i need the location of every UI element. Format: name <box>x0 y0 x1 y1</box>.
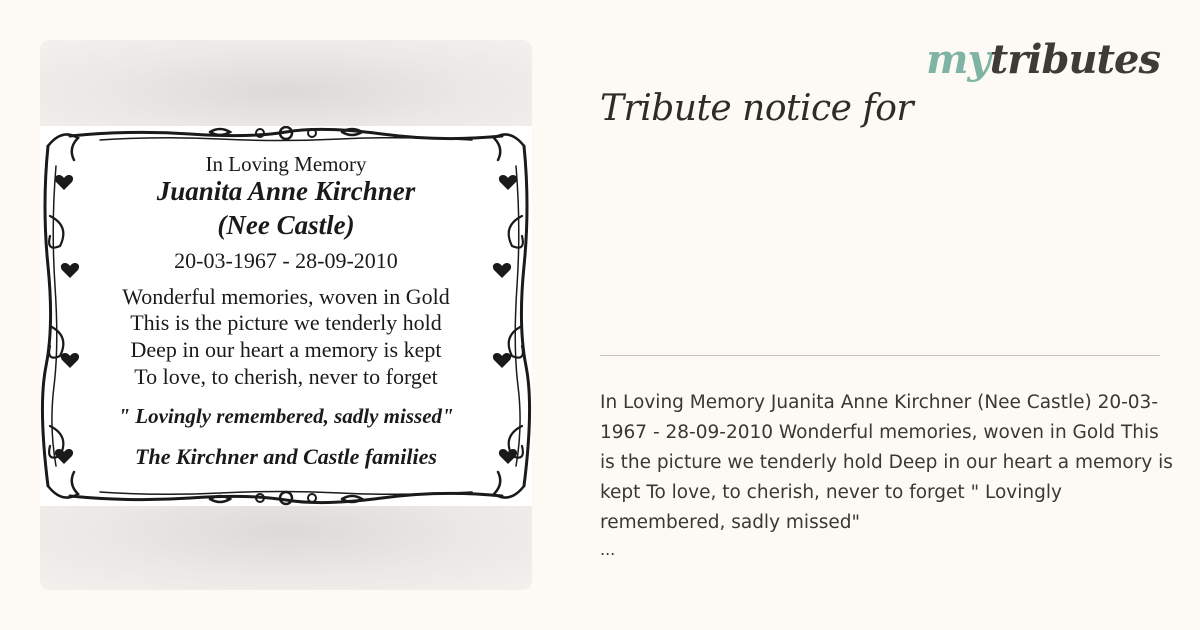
notice-maiden-name: (Nee Castle) <box>217 210 355 240</box>
notice-card <box>40 126 532 506</box>
page-title: Tribute notice for <box>600 88 914 129</box>
notice-image[interactable] <box>40 40 532 590</box>
notice-verse-line: To love, to cherish, never to forget <box>134 364 438 389</box>
notice-verse-line: Wonderful memories, woven in Gold <box>122 284 450 309</box>
brand-logo-part-tributes: tributes <box>989 36 1160 83</box>
notice-heading: In Loving Memory <box>205 152 367 176</box>
brand-logo[interactable] <box>926 36 1160 83</box>
notice-excerpt: In Loving Memory Juanita Anne Kirchner (Nee Castle) 20-03-1967 - 28-09-2010 Wonderful memories, woven in Gold This is the picture we tenderly hold Deep in our heart a memory is kept To love, to cherish, never to forget " Lovingly remembered, sadly missed" <box>600 392 1173 533</box>
image-blur-bottom <box>40 506 532 590</box>
notice-quote: " Lovingly remembered, sadly missed" <box>118 404 454 428</box>
image-blur-top <box>40 40 532 126</box>
notice-name: Juanita Anne Kirchner <box>156 176 416 206</box>
notice-dates: 20-03-1967 - 28-09-2010 <box>174 248 398 273</box>
notice-verse-line: Deep in our heart a memory is kept <box>130 337 442 362</box>
divider <box>600 355 1160 356</box>
notice-verse-line: This is the picture we tenderly hold <box>130 310 442 335</box>
brand-logo-part-my: my <box>926 36 990 83</box>
notice-family: The Kirchner and Castle families <box>135 444 437 469</box>
excerpt-ellipsis: ... <box>600 540 616 559</box>
